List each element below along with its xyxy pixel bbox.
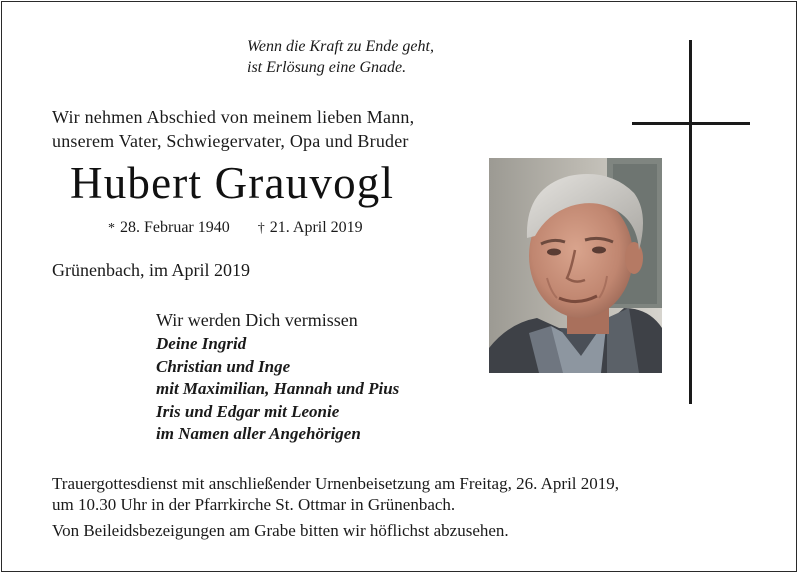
condolence-note: Von Beileidsbezeigungen am Grabe bitten wir höflichst abzusehen. [52,521,509,540]
mourners-list [156,333,399,446]
deceased-name: Hubert Grauvogl [70,158,395,208]
motto-line-1: Wenn die Kraft zu Ende geht, [247,38,434,55]
portrait-photo [489,158,662,373]
mourner-line: Deine Ingrid [156,334,247,353]
motto-quote [247,36,434,78]
birth-symbol: * [108,221,115,236]
intro-text [52,105,414,153]
service-info [52,473,619,515]
death-date: 21. April 2019 [269,219,363,236]
miss-line: Wir werden Dich vermissen [156,310,358,330]
birth-date: 28. Februar 1940 [120,219,230,236]
mourner-line: mit Maximilian, Hannah und Pius [156,379,400,398]
place-date: Grünenbach, im April 2019 [52,260,250,280]
death-symbol: † [257,221,265,236]
service-line-2: um 10.30 Uhr in der Pfarrkirche St. Ottmar in Grünenbach. [52,495,456,514]
life-dates [108,218,363,239]
mourner-line: im Namen aller Angehörigen [156,424,361,443]
mourner-line: Iris und Edgar mit Leonie [156,401,340,421]
service-line-1: Trauergottesdienst mit anschließender Urnenbeisetzung am Freitag, 26. April 2019, [52,474,620,493]
motto-line-2: ist Erlösung eine Gnade. [247,59,407,76]
intro-line-1: Wir nehmen Abschied von meinem lieben Mann, [52,107,415,127]
mourner-line: Christian und Inge [156,356,291,376]
intro-line-2: unserem Vater, Schwiegervater, Opa und Bruder [52,131,409,151]
